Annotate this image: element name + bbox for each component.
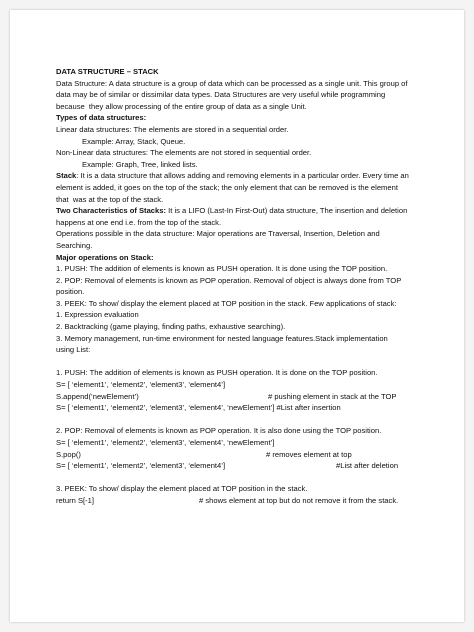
pop-code: S.pop() (56, 449, 81, 459)
definition-line: data may be of similar or dissimilar data types. Data Structures are very useful while programming (56, 90, 386, 100)
push-code: S.append(‘newElement’) (56, 391, 139, 401)
page-title: DATA STRUCTURE – STACK (56, 67, 159, 76)
pop-code-row (56, 449, 428, 461)
linear-line: Linear data structures: The elements are stored in a sequential order. (56, 124, 289, 134)
pop-line: S= [ ‘element1’, ‘element2’, ‘element3’, ‘element4’, ‘newElement’] (56, 438, 275, 447)
definition-line: Data Structure: A data structure is a group of data which can be processed as a single unit. This group of (56, 78, 408, 88)
peek-code: return S[-1] (56, 495, 94, 505)
characteristics-label: Two Characteristics of Stacks: (56, 206, 167, 216)
peek-line: 3. PEEK: To show/ display the element placed at TOP position in the stack. (56, 484, 308, 494)
major-operation-line: 2. POP: Removal of elements is known as POP operation. Removal of object is always done from TOP (56, 275, 402, 285)
spacer (56, 414, 428, 426)
peek-code-row (56, 495, 428, 507)
operations-line: Searching. (56, 240, 93, 250)
pop-comment: # removes element at top (266, 449, 352, 459)
push-comment: # pushing element in stack at the TOP (268, 391, 397, 401)
pop-code: S= [ ‘element1’, ‘element2’, ‘element3’, ‘element4’] (56, 461, 226, 471)
pop-comment: #List after deletion (336, 461, 399, 471)
characteristics (56, 205, 428, 217)
stack-definition-text: : It is a data structure that allows adding and removing elements in a particular order. Every time an (76, 171, 409, 181)
nonlinear-line: Non-Linear data structures: The elements are not stored in sequential order. (56, 148, 312, 158)
push-code-row (56, 391, 428, 403)
major-operation-line: 1. Expression evaluation (56, 310, 139, 320)
stack-label: Stack (56, 171, 77, 181)
linear-example: Example: Array, Stack, Queue. (82, 136, 186, 146)
stack-definition-line: that was at the top of the stack. (56, 194, 164, 204)
pop-line: 2. POP: Removal of elements is known as POP operation. It is also done using the TOP position. (56, 426, 382, 436)
push-line: 1. PUSH: The addition of elements is known as PUSH operation. It is done on the TOP position. (56, 368, 378, 378)
definition-line: because they allow processing of the entire group of data as a single Unit. (56, 101, 307, 111)
major-operation-line: 2. Backtracking (game playing, finding paths, exhaustive searching). (56, 322, 286, 332)
push-line: S= [ ‘element1’, ‘element2’, ‘element3’, ‘element4’] (56, 380, 226, 390)
pop-code-row (56, 460, 428, 472)
major-operations-heading: Major operations on Stack: (56, 252, 154, 262)
push-line: S= [ ‘element1’, ‘element2’, ‘element3’, ‘element4’, ‘newElement’] #List after insertion (56, 403, 341, 413)
stack-definition (56, 170, 428, 182)
major-operation-line: position. (56, 287, 85, 297)
major-operation-line: 3. PEEK: To show/ display the element placed at TOP position in the stack. Few applications of stack: (56, 298, 397, 308)
major-operation-line: 1. PUSH: The addition of elements is known as PUSH operation. It is done using the TOP position. (56, 264, 388, 274)
document-page (10, 10, 464, 622)
nonlinear-example: Example: Graph, Tree, linked lists. (82, 159, 198, 169)
stack-definition-line: element is added, it goes on the top of the stack; the only element that can be removed is the element (56, 182, 398, 192)
types-heading: Types of data structures: (56, 113, 147, 123)
characteristics-line: happens at one end i.e. from the top of the stack. (56, 217, 222, 227)
major-operation-line: 3. Memory management, run-time environment for nested language features.Stack implementation (56, 333, 388, 343)
spacer (56, 472, 428, 484)
characteristics-text: It is a LIFO (Last-In First-Out) data structure, The insertion and deletion (166, 206, 408, 216)
major-operation-line: using List: (56, 345, 91, 355)
spacer (56, 356, 428, 368)
peek-comment: # shows element at top but do not remove it from the stack. (199, 495, 399, 505)
document-body (56, 66, 428, 507)
operations-line: Operations possible in the data structure: Major operations are Traversal, Insertion, Deletion and (56, 229, 380, 239)
